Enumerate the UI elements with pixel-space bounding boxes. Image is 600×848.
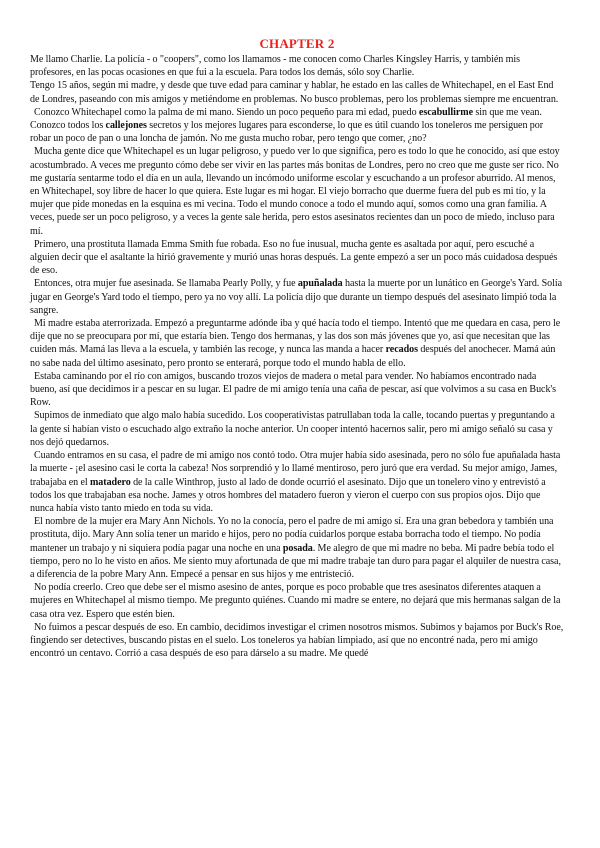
paragraph [30,621,564,661]
paragraph [30,277,564,317]
text-run: hasta la muerte por un lunático en George's Yard. Solía jugar en George's Yard todo el tiempo, pero ya no voy allí. La policía dijo que durante un tiempo después del asesinato limpió toda la sangre. [30,278,563,316]
text-run: Mi madre estaba aterrorizada. Empezó a preguntarme adónde iba y qué hacía todo el tiempo. Intentó que me quedara en casa, pero le dije que no se preocupara por mí, que estaría bien. Tengo dos hermanas, y las dos son más jóvenes que yo, así que necesitan que las cuiden más. Mamá las lleva a la escuela, y también las recoge, y nunca las manda a hacer [30,318,561,356]
bold-term: recados [385,344,418,356]
paragraph [30,581,564,621]
text-run: Primero, una prostituta llamada Emma Smith fue robada. Eso no fue inusual, mucha gente es asaltada por aquí, pero escuché a alguien decir que el asaltante la hirió gravemente y murió unas horas después. La gente empezó a ser un poco más cuidadosa después de eso. [30,238,558,277]
paragraph [30,317,564,370]
text-run: sin que me vean. Conozco todos los [30,106,542,132]
chapter-title: CHAPTER 2 [259,36,335,51]
paragraph [30,238,564,278]
paragraph [30,449,564,515]
text-run: Estaba caminando por el río con amigos, buscando trozos viejos de madera o metal para vender. No habíamos encontrado nada bueno, así que decidimos ir a pescar en su lugar. El padre de mi amigo tenía una caña de pescar, así que volvimos a su casa en Buck's Row. [30,370,557,409]
paragraph [30,53,564,79]
text-run: Conozco Whitechapel como la palma de mi mano. Siendo un poco pequeño para mi edad, puedo [34,106,419,118]
text-run: secretos y los mejores lugares para esconderse, lo que es útil cuando los toneleros me persiguen por robar un poco de pan o una loncha de jamón. No me gusta mucho robar, pero tengo que comer, ¿no? [30,120,544,145]
paragraph [30,145,564,237]
text-run: Me llamo Charlie. La policía - o "coopers", como los llamamos - me conocen como Charles Kingsley Harris, y también mis profesores, en las pocas ocasiones en que fui a la escuela. Para todos los demás, sólo soy Charlie. [30,54,520,79]
text-run: Mucha gente dice que Whitechapel es un lugar peligroso, y puedo ver lo que significa, pero es todo lo que he conocido, así que estoy acostumbrado. A veces me pregunto cómo debe ser vivir en las partes más bonitas de Londres, pero no creo que me guste ser rico. No me gustaría sentarme todo el día en un aula, llevando un incómodo uniforme escolar y escuchando a un profesor aburrido. Al menos, en Whitechapel, soy libre de hacer lo que quiera. Este lugar es mi hogar. El viejo borracho que duerme fuera del pub es mi tío, y la mujer que pide monedas en la esquina es mi vecina. Todo el mundo conoce a todo el mundo aquí, somos como una gran familia. A veces, puede ser un poco peligroso, y a veces la gente sale herida, pero estos asesinatos recientes dan un poco de miedo, incluso para mí. [30,146,560,237]
paragraph [30,370,564,410]
bold-term: posada [282,542,313,554]
paragraph [30,106,564,146]
paragraph [30,515,564,581]
bold-term: escabullirme [418,106,474,118]
bold-term: apuñalada [297,278,343,290]
bold-term: callejones [105,120,147,132]
text-run: Tengo 15 años, según mi madre, y desde que tuve edad para caminar y hablar, he estado en las calles de Whitechapel, en el East End de Londres, paseando con mis amigos y metiéndome en problemas. No busco problemas, pero los problemas siempre me encuentran. [30,80,559,105]
paragraph [30,409,564,449]
text-run: No podía creerlo. Creo que debe ser el mismo asesino de antes, porque es poco probable que tres asesinatos diferentes ataquen a mujeres en Whitechapel al mismo tiempo. Me pregunto quiénes. Cuando mi madre se entere, no dejará que mis hermanas salgan de la casa otra vez. Espero que estén bien. [30,582,561,620]
text-run: de la calle Winthrop, justo al lado de donde ocurrió el asesinato. Dijo que un tonelero vino y entrevistó a todos los que trabajaban esa noche. James y otros hombres del matadero fueron y vieron el cuerpo con sus propios ojos. Dijo que nunca había visto tanto miedo en toda su vida. [30,476,546,514]
paragraph [30,79,564,105]
text-run: . Me alegro de que mi madre no beba. Mi padre bebía todo el tiempo, pero no lo he visto en años. Me siento muy afortunada de que mi madre trabaje tan duro para pagar el alquiler de nuestra casa, a diferencia de la pobre Mary Ann. Empecé a pensar en sus hijos y me entristeció. [30,542,561,580]
chapter-body [30,53,564,660]
text-run: después del anochecer. Mamá aún no sabe nada del último asesinato, pero pronto se enterará, porque todo el mundo habla de ello. [30,344,556,369]
text-run: No fuimos a pescar después de eso. En cambio, decidimos investigar el crimen nosotros mismos. Subimos y bajamos por Buck's Roe, fingiendo ser detectives, buscando pistas en el suelo. Los toneleros ya habían limpiado, así que no encontré nada, pero mi amigo encontró un centavo. Corrió a casa después de eso para dárselo a su madre. Me quedé [30,621,564,660]
bold-term: matadero [89,476,131,488]
text-run: El nombre de la mujer era Mary Ann Nichols. Yo no la conocía, pero el padre de mi amigo sí. Era una gran bebedora y también una prostituta, dijo. Mary Ann solía tener un marido e hijos, pero no podía cuidarlos porque estaba borracha todo el tiempo. No podía mantener un trabajo y ni siquiera podía pagar una noche en una [30,516,554,554]
text-run: Supimos de inmediato que algo malo había sucedido. Los cooperativistas patrullaban toda la calle, tocando puertas y preguntando a la gente si habían visto o escuchado algo extraño la noche anterior. Un cooper intentó hacernos salir, pero mi amigo señaló su casa y nos dejó quedarnos. [30,410,555,448]
text-run: Cuando entramos en su casa, el padre de mi amigo nos contó todo. Otra mujer había sido asesinada, pero no sólo fue apuñalada hasta la muerte - ¡el asesino casi le corta la cabeza! Nos sorprendió y lo llamé mentiroso, pero juró que era verdad. Su mejor amigo, James, trabajaba en el [30,450,561,488]
text-run: Entonces, otra mujer fue asesinada. Se llamaba Pearly Polly, y fue [34,278,298,290]
